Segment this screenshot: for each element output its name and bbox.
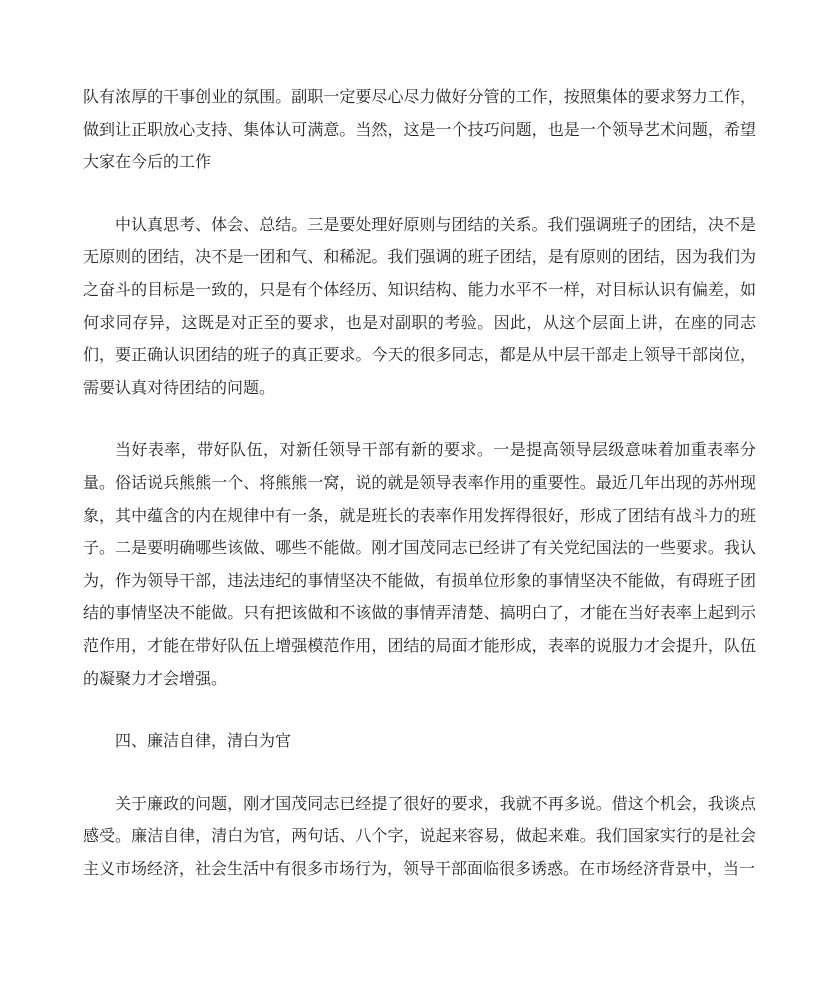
paragraph-continuation: 队有浓厚的干事创业的氛围。副职一定要尽心尽力做好分管的工作，按照集体的要求努力工作，做到让正职放心支持、集体认可满意。当然，这是一个技巧问题，也是一个领导艺术问题，希望大家在今后的工作 [83, 87, 756, 172]
section-heading: 四、廉洁自律，清白为官 [115, 731, 292, 751]
paragraph-set-example: 当好表率，带好队伍，对新任领导干部有新的要求。一是提高领导层级意味着加重表率分量。俗话说兵熊熊一个、将熊熊一窝，说的就是领导表率作用的重要性。最近几年出现的苏州现象，其中蕴含的内在规律中有一条，就是班长的表率作用发挥得很好，形成了团结有战斗力的班子。二是要明确哪些该做、哪些不能做。刚才国茂同志已经讲了有关党纪国法的一些要求。我认为，作为领导干部，违法违纪的事情坚决不能做，有损单位形象的事情坚决不能做，有碍班子团结的事情坚决不能做。只有把该做和不该做的事情弄清楚、搞明白了，才能在当好表率上起到示范作用，才能在带好队伍上增强模范作用，团结的局面才能形成，表率的说服力才会提升，队伍的凝聚力才会增强。 [83, 440, 756, 688]
paragraph-unity-principle: 中认真思考、体会、总结。三是要处理好原则与团结的关系。我们强调班子的团结，决不是无原则的团结，决不是一团和气、和稀泥。我们强调的班子团结，是有原则的团结，因为我们为之奋斗的目标是一致的，只是有个体经历、知识结构、能力水平不一样，对目标认识有偏差，如何求同存异，这既是对正至的要求，也是对副职的考验。因此，从这个层面上讲，在座的同志们，要正确认识团结的班子的真正要求。今天的很多同志，都是从中层干部走上领导干部岗位，需要认真对待团结的问题。 [83, 214, 756, 397]
document-page [83, 81, 756, 915]
paragraph-integrity: 关于廉政的问题，刚才国茂同志已经提了很好的要求，我就不再多说。借这个机会，我谈点感受。廉洁自律，清白为官，两句话、八个字，说起来容易，做起来难。我们国家实行的是社会主义市场经济，社会生活中有很多市场行为，领导干部面临很多诱惑。在市场经济背景中，当一 [83, 793, 756, 878]
